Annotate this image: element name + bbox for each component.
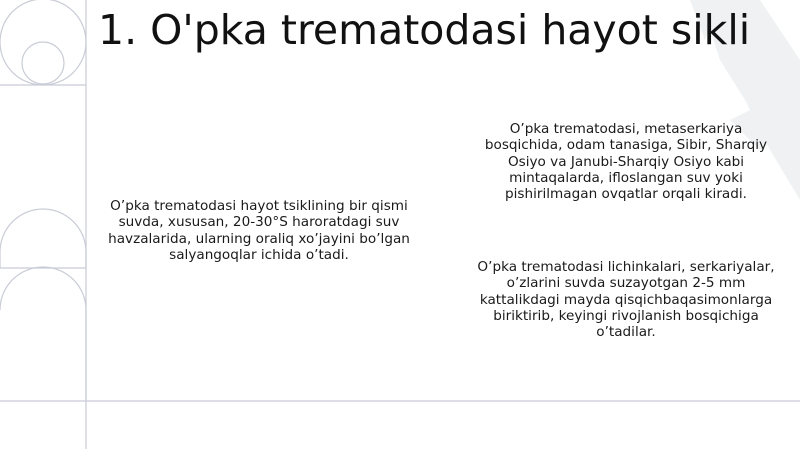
slide-title: 1. O'pka trematodasi hayot sikli xyxy=(98,6,751,54)
upper-arch xyxy=(0,209,86,268)
paragraph-left: O’pka trematodasi hayot tsiklining bir qismi suvda, xususan, 20-30°S haroratdagi suv havzalarida, ularning oraliq xo’jayini bo’lgan salyangoqlar ichida o’tadi. xyxy=(108,198,410,263)
lower-arch xyxy=(0,267,86,401)
top-small-circle xyxy=(22,42,64,84)
paragraph-right-bottom: O’pka trematodasi lichinkalari, serkariyalar, o’zlarini suvda suzayotgan 2-5 mm kattalikdagi mayda qisqichbaqasimonlarga biriktirib, keyingi rivojlanish bosqichiga o’tadilar. xyxy=(477,259,775,341)
paragraph-right-top: O’pka trematodasi, metaserkariya bosqichida, odam tanasiga, Sibir, Sharqiy Osiyo va Janubi-Sharqiy Osiyo kabi mintaqalarda, ifloslangan suv yoki pishirilmagan ovqatlar orqali kiradi. xyxy=(484,121,768,203)
